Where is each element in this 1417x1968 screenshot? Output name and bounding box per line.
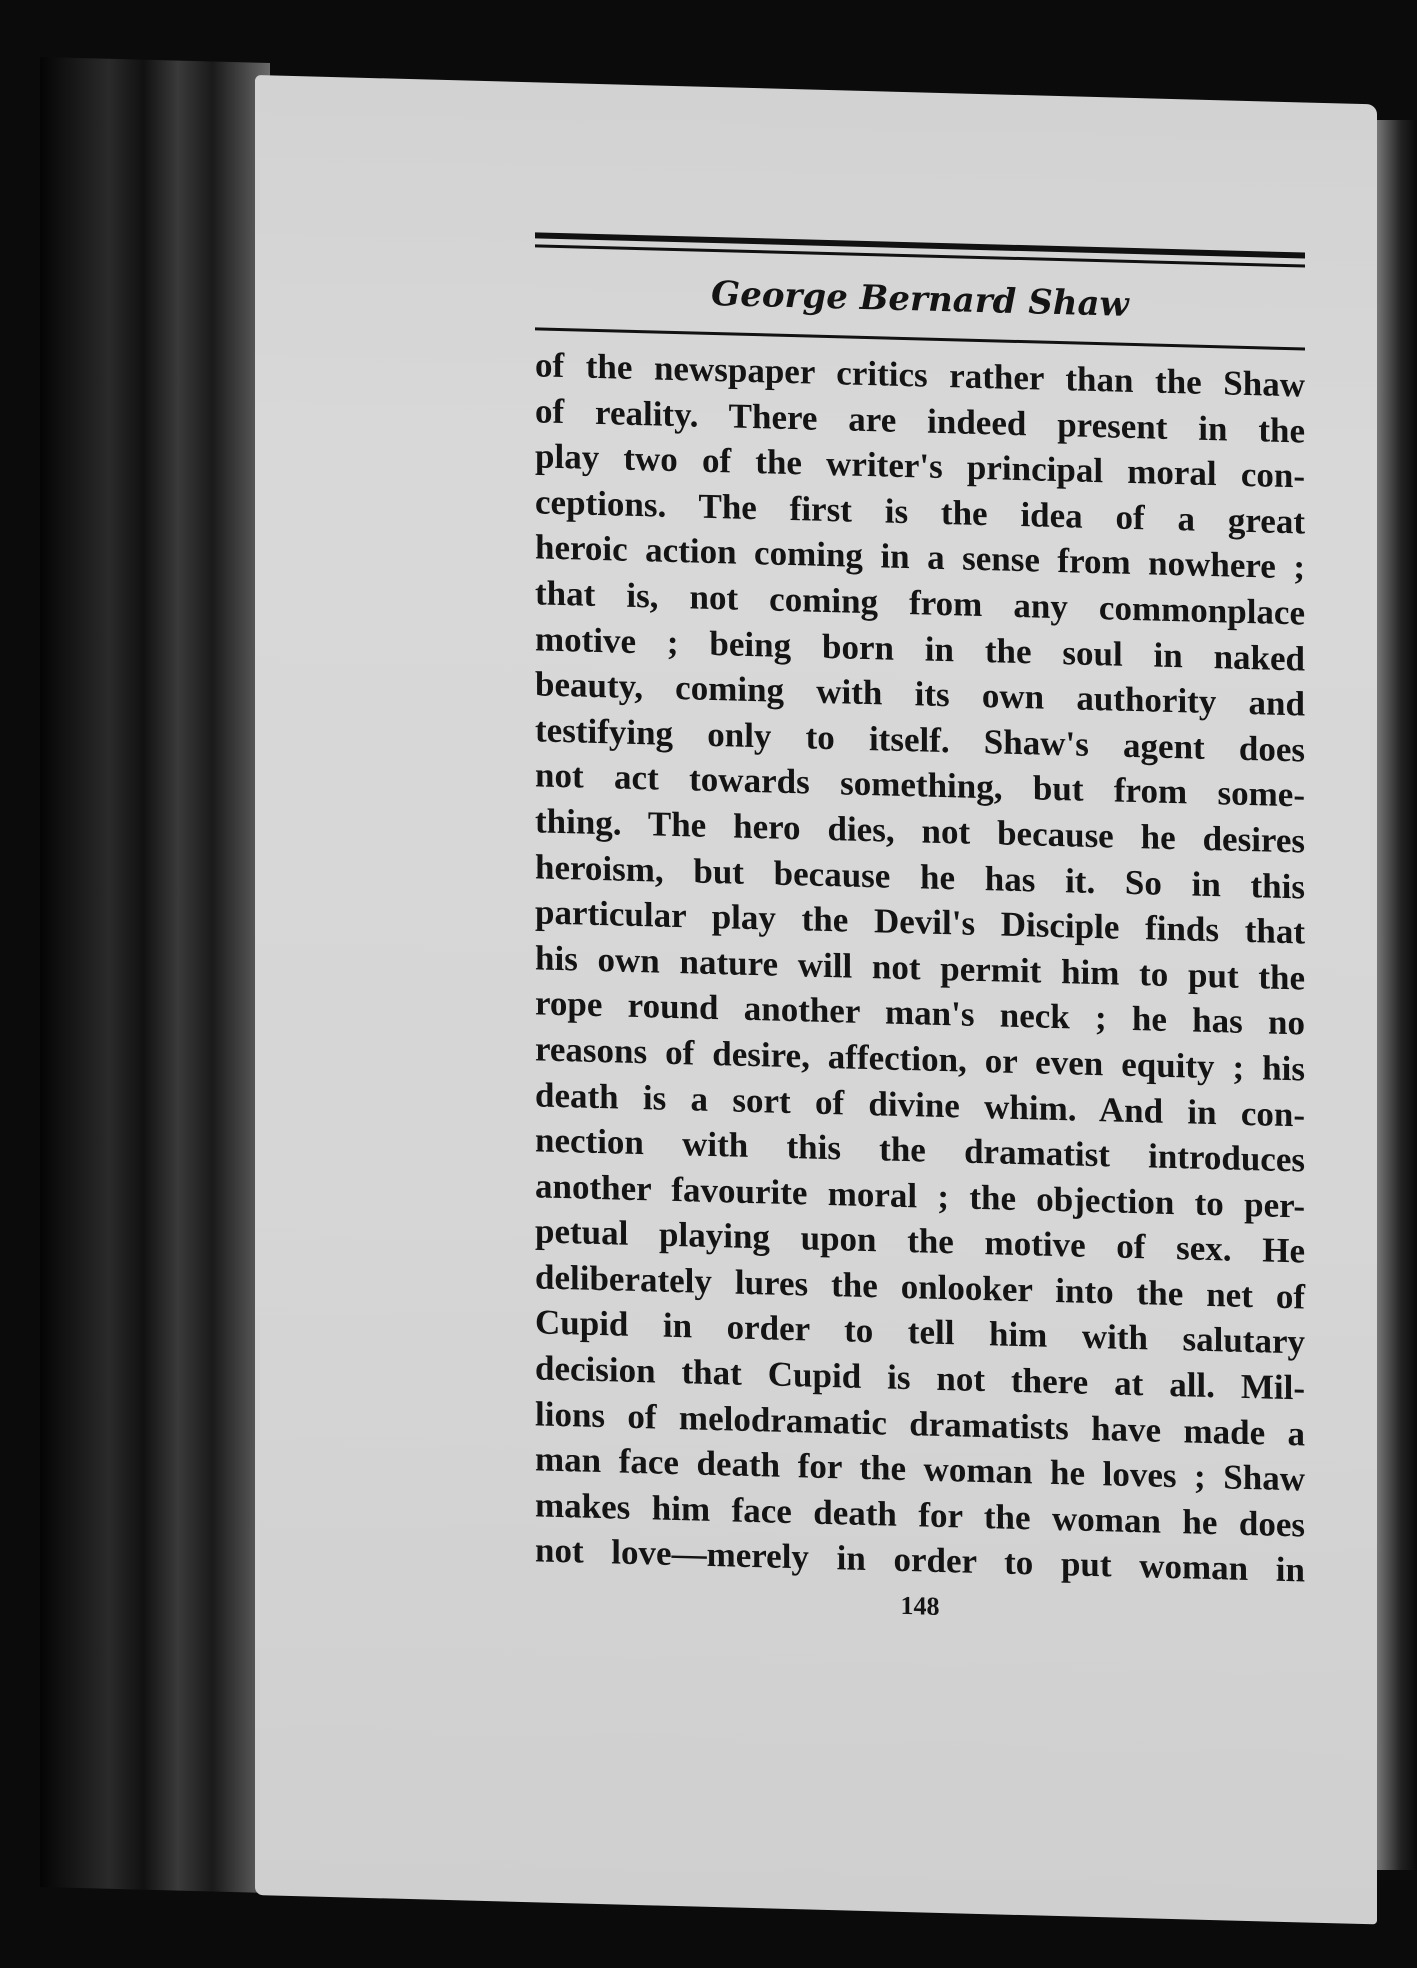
text-line: nection with this the dramatist introduces: [535, 1120, 1305, 1180]
text-line: that is, not coming from any commonplace: [535, 573, 1305, 633]
text-line: beauty, coming with its own authority and: [535, 664, 1305, 724]
body-text: [535, 342, 1305, 1593]
text-line: motive ; being born in the soul in naked: [535, 618, 1305, 679]
text-line: petual playing upon the motive of sex. He: [535, 1211, 1305, 1271]
text-line: not love—merely in order to put woman in: [535, 1530, 1305, 1590]
text-line: testifying only to itself. Shaw's agent does: [535, 710, 1305, 770]
text-line: makes him face death for the woman he does: [535, 1485, 1305, 1545]
text-line: Cupid in order to tell him with salutary: [535, 1302, 1305, 1362]
text-line: ceptions. The first is the idea of a great: [535, 482, 1305, 542]
text-line: man face death for the woman he loves ; Shaw: [535, 1439, 1305, 1499]
text-line: of reality. There are indeed present in the: [535, 390, 1305, 451]
text-line: his own nature will not permit him to put the: [535, 938, 1305, 998]
text-line: thing. The hero dies, not because he desires: [535, 801, 1305, 861]
text-line: not act towards something, but from some-: [535, 755, 1305, 815]
book-right-edge: [1377, 120, 1417, 1870]
book-page-edges: [40, 57, 270, 1893]
text-line: particular play the Devil's Disciple finds that: [535, 892, 1305, 952]
text-line: decision that Cupid is not there at all. Mil-: [535, 1348, 1305, 1408]
page-text-block: [535, 232, 1305, 1631]
text-line: play two of the writer's principal moral con-: [535, 436, 1305, 496]
text-line: reasons of desire, affection, or even equity ; his: [535, 1029, 1305, 1089]
book-page: [255, 75, 1377, 1924]
text-line: lions of melodramatic dramatists have made a: [535, 1393, 1305, 1454]
text-line: another favourite moral ; the objection to per-: [535, 1166, 1305, 1226]
text-line: rope round another man's neck ; he has no: [535, 983, 1305, 1043]
text-line: deliberately lures the onlooker into the net of: [535, 1257, 1305, 1317]
text-line: death is a sort of divine whim. And in con-: [535, 1074, 1305, 1134]
text-line: heroic action coming in a sense from nowhere ;: [535, 527, 1305, 587]
text-line: heroism, but because he has it. So in this: [535, 846, 1305, 907]
page-number: 148: [900, 1590, 940, 1621]
running-head: George Bernard Shaw: [711, 273, 1129, 325]
text-line: of the newspaper critics rather than the Shaw: [535, 345, 1305, 405]
